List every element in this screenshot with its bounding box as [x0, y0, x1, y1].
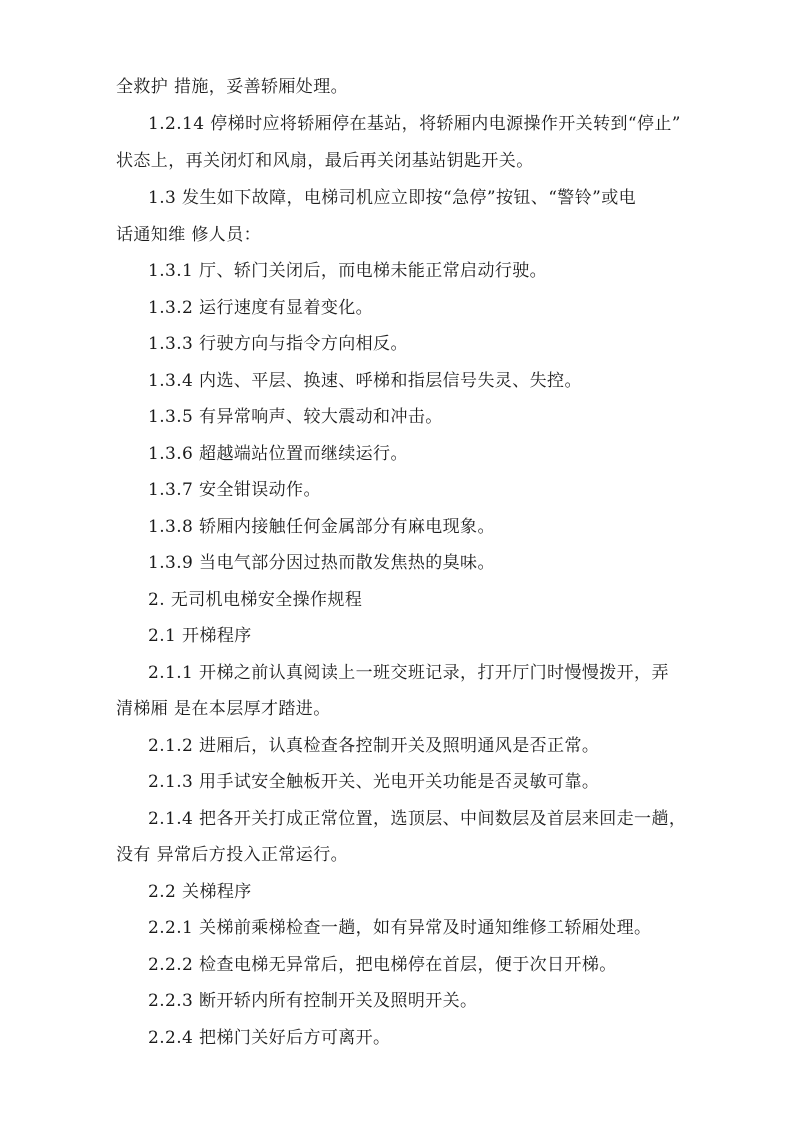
subsection-heading: 2.2 关梯程序 [148, 882, 252, 902]
text-line: 1.3.2 运行速度有显着变化。 [148, 298, 374, 318]
text-line: 没有 异常后方投入正常运行。 [116, 845, 349, 865]
text-line: 2.1.1 开梯之前认真阅读上一班交班记录，打开厅门时慢慢拨开，弄 [148, 663, 669, 683]
text-line: 1.3.9 当电气部分因过热而散发焦热的臭味。 [148, 553, 495, 573]
text-line: 2.1.2 进厢后，认真检查各控制开关及照明通风是否正常。 [148, 736, 600, 756]
text-line: 2.1.3 用手试安全触板开关、光电开关功能是否灵敏可靠。 [148, 772, 600, 792]
text-line: 2.1.4 把各开关打成正常位置，选顶层、中间数层及首层来回走一趟， [148, 809, 687, 829]
subsection-heading: 2.1 开梯程序 [148, 626, 252, 646]
text-line: 2.2.3 断开轿内所有控制开关及照明开关。 [148, 991, 478, 1011]
text-line: 1.3.6 超越端站位置而继续运行。 [148, 444, 408, 464]
text-line: 1.3.8 轿厢内接触任何金属部分有麻电现象。 [148, 517, 495, 537]
text-line: 2.2.4 把梯门关好后方可离开。 [148, 1028, 391, 1048]
text-line: 1.3.5 有异常响声、较大震动和冲击。 [148, 407, 443, 427]
text-line: 1.3.4 内选、平层、换速、呼梯和指层信号失灵、失控。 [148, 371, 582, 391]
text-line: 1.3 发生如下故障，电梯司机应立即按“急停”按钮、“警铃”或电 [148, 188, 637, 208]
text-line: 2.2.1 关梯前乘梯检查一趟，如有异常及时通知维修工轿厢处理。 [148, 918, 652, 938]
text-line: 1.3.1 厅、轿门关闭后，而电梯未能正常启动行驶。 [148, 261, 548, 281]
text-line: 2.2.2 检查电梯无异常后，把电梯停在首层，便于次日开梯。 [148, 955, 617, 975]
text-line: 1.2.14 停梯时应将轿厢停在基站，将轿厢内电源操作开关转到“停止” [148, 114, 681, 134]
text-line: 1.3.7 安全钳误动作。 [148, 480, 321, 500]
text-line: 话通知维 修人员： [116, 225, 262, 245]
text-line: 1.3.3 行驶方向与指令方向相反。 [148, 334, 408, 354]
text-line: 状态上，再关闭灯和风扇，最后再关闭基站钥匙开关。 [116, 151, 534, 171]
section-heading: 2. 无司机电梯安全操作规程 [148, 590, 363, 610]
text-line: 清梯厢 是在本层厚才踏进。 [116, 699, 331, 719]
text-line: 全救护 措施，妥善轿厢处理。 [116, 77, 349, 97]
